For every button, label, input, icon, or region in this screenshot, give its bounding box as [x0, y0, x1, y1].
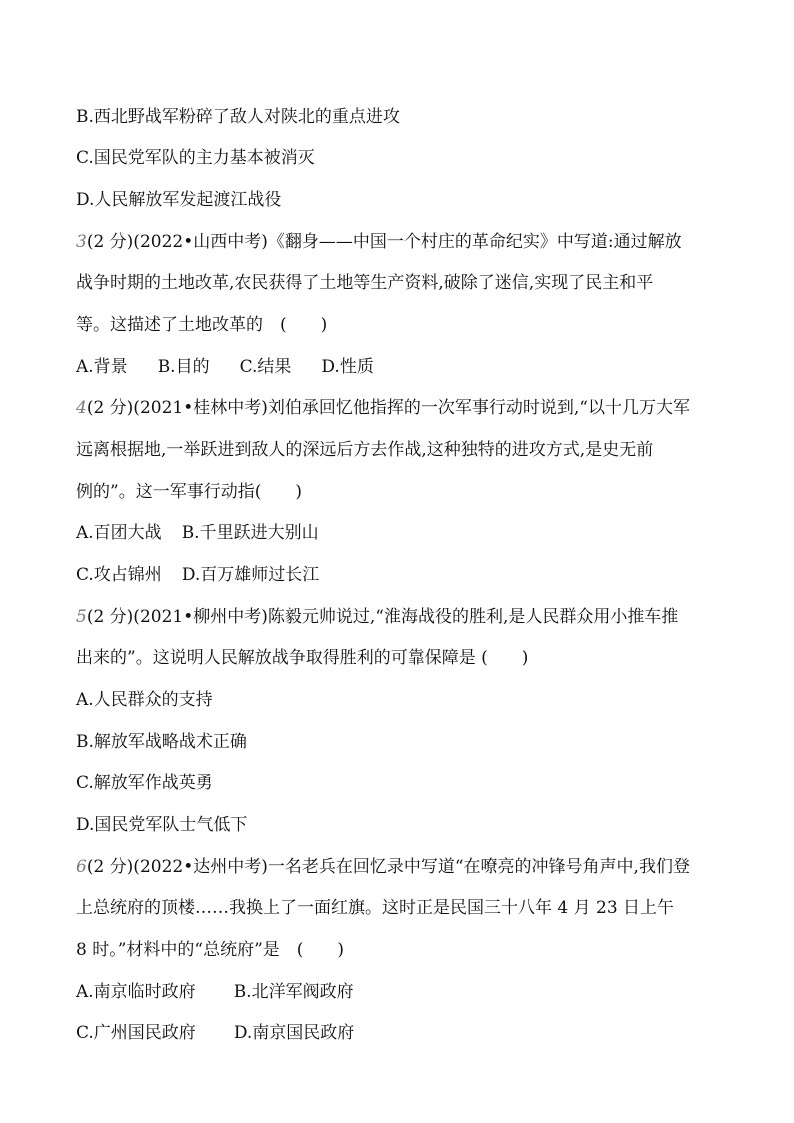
q3-stem-line-1	[76, 231, 726, 253]
q6-number: 6	[76, 857, 87, 877]
q6-option-a: A.南京临时政府	[76, 982, 196, 1002]
q5-option-b: B.解放军战略战术正确	[76, 732, 247, 752]
q6-stem-line-2: 上总统府的顶楼……我换上了一面红旗。这时正是民国三十八年 4 月 23 日上午	[76, 898, 675, 918]
q5-stem-line-2: 出来的”。这说明人民解放战争取得胜利的可靠保障是 ( )	[76, 648, 529, 668]
q3-number: 3	[76, 232, 87, 252]
q4-options-row-2	[76, 564, 726, 586]
q5-stem-line-1	[76, 606, 726, 628]
q3-option-d: D.性质	[321, 357, 374, 377]
q3-option-a: A.背景	[76, 357, 128, 377]
q3-stem-text-1: (2 分)(2022•山西中考)《翻身——中国一个村庄的革命纪实》中写道:通过解放	[86, 232, 682, 252]
q5-option-d: D.国民党军队士气低下	[76, 815, 248, 835]
q6-options-row-1	[76, 981, 726, 1003]
q2-option-b: B.西北野战军粉碎了敌人对陕北的重点进攻	[76, 107, 400, 127]
q3-option-c: C.结果	[239, 357, 292, 377]
q5-stem-text-1: (2 分)(2021•柳州中考)陈毅元帅说过,“淮海战役的胜利,是人民群众用小推车推	[86, 607, 679, 627]
q3-options	[76, 356, 726, 378]
q6-option-b: B.北洋军阀政府	[233, 982, 354, 1002]
q6-stem-line-3: 8 时。”材料中的“总统府”是 ( )	[76, 940, 345, 960]
q3-stem-line-3: 等。这描述了土地改革的 ( )	[76, 315, 328, 335]
q3-stem-line-2: 战争时期的土地改革,农民获得了土地等生产资料,破除了迷信,实现了民主和平	[76, 273, 654, 293]
q4-options-row-1	[76, 522, 726, 544]
q6-option-c: C.广州国民政府	[76, 1023, 196, 1043]
q4-stem-line-3: 例的”。这一军事行动指( )	[76, 482, 302, 502]
q5-option-c: C.解放军作战英勇	[76, 773, 213, 793]
q3-option-b: B.目的	[157, 357, 210, 377]
q6-stem-line-1	[76, 856, 726, 878]
q4-option-d: D.百万雄师过长江	[181, 565, 320, 585]
q4-option-b: B.千里跃进大别山	[181, 523, 319, 543]
q4-stem-line-1	[76, 397, 726, 419]
q2-option-c: C.国民党军队的主力基本被消灭	[76, 148, 315, 168]
q4-option-c: C.攻占锦州	[76, 565, 162, 585]
q4-stem-line-2: 远离根据地,一举跃进到敌人的深远后方去作战,这种独特的进攻方式,是史无前	[76, 440, 654, 460]
q4-number: 4	[76, 398, 87, 418]
q5-number: 5	[76, 607, 87, 627]
q6-option-d: D.南京国民政府	[233, 1023, 355, 1043]
q5-option-a: A.人民群众的支持	[76, 690, 213, 710]
q6-options-row-2	[76, 1022, 726, 1044]
q6-stem-text-1: (2 分)(2022•达州中考)一名老兵在回忆录中写道“在嘹亮的冲锋号角声中,我们登	[86, 857, 690, 877]
q4-option-a: A.百团大战	[76, 523, 162, 543]
q2-option-d: D.人民解放军发起渡江战役	[76, 190, 282, 210]
q4-stem-text-1: (2 分)(2021•桂林中考)刘伯承回忆他指挥的一次军事行动时说到,“以十几万大军	[86, 398, 690, 418]
